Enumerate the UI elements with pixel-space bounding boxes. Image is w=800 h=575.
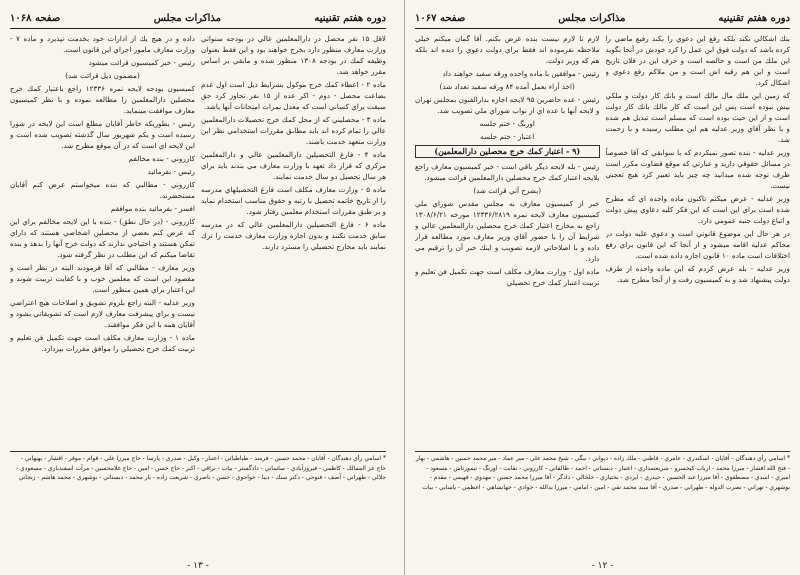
paragraph: وزير عدليه - بله عرض كردم كه اين ماده واحده از طرف دولت پيشنهاد شد و به كميسيون رفت و از آنجا مطرح شد. <box>605 264 790 284</box>
left-running-header <box>10 10 386 29</box>
left-header-period: دوره هفتم تقنینیه <box>314 12 386 24</box>
right-header-period: دوره هفتم تقنینیه <box>718 12 790 24</box>
right-page-footnote: * اسامي رأي دهندگان - آقايان - اسكندري - عامري - قاطني - ملك زاده - ديواني - بيگي - شيخ محمد علي - مير عماد - مير محمد حسين - هاشمي - بهار - فتح الله افشار - ميرزا محمد - ارباب كيخسرو - شريعتمداري - اعتبار - دبستاني - احمد - طالقاني - كازروني - نقابت - اورنگ - تيمورتاش - مسعود - اميري - اسدي - مصطفوي - آقا ميرزا عبد الحسين - حيدري - ايزدي - بختياري - خلخالي - دادگر - آقا ميرزا محمد حسين - مهدوي - فهيمي - مقدم - بوشهري - تهراني - نصرت الدوله - طهراني - صدري - آقا سيد محمد تقي - امين - امامي - ميرزا يدالله - جوادي - جهانشاهي - اعظمي - ياسايي - بيات <box>415 451 790 574</box>
left-header-page: صفحه ۱۰۶۸ <box>10 12 61 24</box>
paragraph: بنك اشكالي نكند بلكه رفع اين دعوي را بكند رفيع ماضي را كرده باشد كه دولت فوق اين عمل را كرد خودش در آنجا بگويد اين ملك من است و خالصه است و حرف اين در فلان تاريخ است و اين هم رقبه اش است و من ملاكم رفع دعوي و اشكال كرد. <box>605 34 790 87</box>
paragraph: وزير معارف - مطالبي كه آقا فرمودند البته در نظر است و مقصود اين است كه معلمين خوب و با كفايت تربيت شوند و اين اعتبار براي همين منظور است. <box>10 263 195 294</box>
paragraph: ماده ۱ - وزارت معارف مكلف است جهت تكميل فن تعليم و تربيت كمك خرج تحصيلي را موافق مقررات بپردازد. <box>10 333 195 353</box>
paragraph: رئيس - بفرمائيد <box>147 167 195 176</box>
left-page <box>0 0 396 575</box>
paragraph: خبر از كميسيون معارف به مجلس مقدس شوراي ملي كميسيون معارف لايحه نمره ۱۲۳۳۶/۲۸۱۹ مورخه ۱۳۰۸/۶/۲۱ راجع به مخارج اعتبار كمك خرج محصلين دارالمعلمين عالي و شرايط آن را با حضور آقاي وزير معارف مورد مطالعه قرار داده و با اصلاحاتي لازمه تصويب و اينك خبر آن را ترقيم مي دارد. <box>415 199 600 263</box>
paragraph: ماده ۳ - محصليني كه از محل كمك خرج تحصيلات دارالمعلمين عالي را تمام كرده اند بايد مطابق مقررات استخدامي نظر اين وزارت متعهد خدمت باشند. <box>201 115 386 146</box>
paragraph: رئيس - بطوريكه خاطر آقايان مطلع است اين لايحه در شورا رسيده است و يكم شهريور سال گذشته تصويب شده است و اين لايحه اي است كه در آن موقع مطرح شد. <box>10 119 195 150</box>
paragraph: اورنگ - ختم جلسه <box>479 119 535 128</box>
paragraph: (مضمون ذيل قرائت شد) <box>65 71 140 80</box>
paragraph: ماده ۴ - فارغ التحصيلين دارالمعلمين عالي و دارالمعلمين مركزي كه قرار داد تعهد با وزارت معارف مي بندند بايد براي هر سال تحصيل دو سال خدمت نمايند. <box>201 150 386 181</box>
paragraph: لازم تا لازم نيست بنده عرض بكنم. آقا گمان ميكنم خيلي ملاحظه نفرموده اند فقط براي دولت دعوي را ديده اند بلكه هم كه وزير دولت. <box>415 34 600 65</box>
right-page-column-1 <box>606 33 791 448</box>
right-running-header <box>415 10 790 29</box>
paragraph: رئيس - بله لايحه ديگر باقي است - خبر كميسيون معارف راجع بلايحه اعتبار كمك خرج محصلين دارالمعلمين قرائت ميشود. <box>415 162 600 182</box>
paragraph: داده و در هيچ يك از ادارات خود بخدمت نپذيرد و ماده ۷ - وزارت معارف مامور اجراي اين قانون است. <box>10 34 195 54</box>
paragraph: ماده ۲ - اعطاء كمك خرج موكول بشرايط ذيل است اول عدم بضاعت محصل - دوم - اكر عده از ۱۵ نفر تجاوز كرد حق سبقت براي كساني است كه معدل نمرات امتحانات آنها باشد. <box>201 80 386 111</box>
paragraph: رئيس - خبر كميسيون قرائت ميشود <box>88 58 195 67</box>
left-page-column-1 <box>201 33 386 448</box>
left-header-title: مذاکرات مجلس <box>153 12 221 24</box>
paragraph: كه زمين اين ملك مال مالك است و بانك كار دولت و ملكي بيش نبوده است پس اين است كه كار مالك بانك كار دولت است و از اين حيث بوده است كه مسلم است تبديل هم شده و با نظر آقاي وزير عدليه هم اين مطلب رسيده و با زحمت شد. <box>605 91 790 144</box>
paragraph: رئيس - موافقين با ماده واحده ورقه سفيد خواهند داد <box>442 69 600 78</box>
paragraph: ماده ۶ - فارغ التحصيلين دارالمعلمين عالي كه در مدرسه سابق خدمت نكنند و بدون اجازه وزارت معارف خدمت را ترك نمايند بايد مخارج تحصيلي را مسترد دارند. <box>201 220 386 251</box>
right-page-column-2 <box>415 33 600 448</box>
paragraph: وزير عدليه - عرض ميكنم تاكنون ماده واحده اي كه مطرح شده است براي اين است كه اين فكر كليه دعاوي پيش دولت و اتباع دولت جنبه عمومي دارد. <box>605 194 790 225</box>
paragraph: كازروني - بنده مخالفم <box>128 154 195 163</box>
left-page-column-2 <box>10 33 195 448</box>
paragraph: كازروني - مطالبي كه بنده ميخواستم عرض كنم آقايان مستحضرند. <box>10 180 195 200</box>
paragraph: لاقل ۱۵ نفر محصل در دارالمعلمين عالي در بودجه سنواتي وزارت معارف منظور دارد بخرج خواهند بود و اين فقط بعنوان وظيفه كمك در بودجه ۱۳۰۸ منظور شده و مابقي بر اساس مقرر خواهد شد. <box>201 34 386 76</box>
paragraph: (بشرح آتي قرائت شد) <box>473 186 542 195</box>
left-page-columns <box>10 33 386 448</box>
right-page-columns <box>415 33 790 448</box>
paragraph: در هر حال اين موضوع قانوني است و دعوي عليه دولت در محاكم عدليه اقامه ميشود و از آنجا كه اين قانون براي رفع اختلافات است ماده ۱۰ قانون اجازه داده شده است. <box>605 229 790 260</box>
paragraph: ماده ۵ - وزارت معارف مكلف است فارغ التحصيلهاي مدرسه را از تاريخ خاتمه تحصيل با رتبه و حقوق مناسب استخدام نمايد و بر طبق مقررات استخدام معلمين رفتار شود. <box>201 185 386 216</box>
paragraph: (اخذ آراء بعمل آمده ۸۴ ورقه سفيد تعداد شد) <box>439 82 575 91</box>
paragraph: ماده اول - وزارت معارف مكلف است جهت تكميل فن تعليم و تربيت اعتبار كمك خرج تحصيلي <box>415 267 600 287</box>
right-header-title: مذاکرات مجلس <box>558 12 626 24</box>
paragraph: كميسيون بودجه لايحه نمره ۱۲۳۳۶ راجع باعتبار كمك خرج محصلين دارالمعلمين را مطالعه نموده و با نظر كميسيون معارف موافقت مينمايد. <box>10 84 195 115</box>
left-page-footnote: * اسامي رأي دهندگان - آقايان - محمد حسين - فرمند - طباطبائي - اعتبار - وكيل - صدري - پارسا - حاج ميرزا علي - قوام - موقر - افشار - بهبهاني - حاج عز الممالك - كاظمي - فيروزآبادي - ساساني - دادگستر - بيات - نراقي - اكبر - حاج حسن - امين - حاج غلامحسين - مرآت اسفندياري - مسعودي - جلالي - طهراني - آصف - فتوحي - دكتر سنك - ديبا - خواجوي - حسن - ناصري - شريعت زاده - يار محمد - دبستاني - بوشهري - محمد هاشم - زنجاني <box>10 451 386 574</box>
section-heading: (۹ - اعتبار كمك خرج محصلين دارالمعلمين) <box>415 145 600 158</box>
paragraph: وزير عدليه - البته راجع بلزوم تشويق و اصلاحات هيچ اعتراضي نيست و براي پيشرفت معارف لازم است كه تشويقاتي بشود و آقايان همه با اين فكر موافقند. <box>10 298 195 329</box>
right-header-page: صفحه ۱۰۶۷ <box>415 12 466 24</box>
paragraph: افسر - بفرمائيد بنده موافقم <box>110 204 195 213</box>
paragraph: كازروني - (در حال نطق) - بنده با اين لايحه مخالفم براي اين كه عرض كنم بعضي از محصلين اشخاصي هستند كه داراي تمكن هستند و احتياجي ندارند كه دولت خرج آنها را بدهد و بنده تقاضا ميكنم كه اين مطلب در نظر گرفته شود. <box>10 217 195 259</box>
paragraph: اعتبار - ختم جلسه <box>480 132 535 141</box>
paragraph: وزير عدليه - بنده تصور نميكردم كه با سوابقي كه آقا خصوصاً در مسائل حقوقي داريد و عبارتي كه موقع قضاوت مكرر است طرف توجه شده ميدانيد چه چيز بايد تعبير كرد هيچ تعجبي نيست. <box>605 148 790 190</box>
right-page <box>404 0 800 575</box>
left-page-number: - ۱۳ - <box>187 561 209 571</box>
right-page-number: - ۱۲ - <box>591 561 614 571</box>
paragraph: رئيس - عده حاضرين ۹۵ لايحه اجازه بدارالفنون بمجلس تهران و لايحه آنها با عده اي از نواب شوراي ملي تصويب شد. <box>415 95 600 115</box>
